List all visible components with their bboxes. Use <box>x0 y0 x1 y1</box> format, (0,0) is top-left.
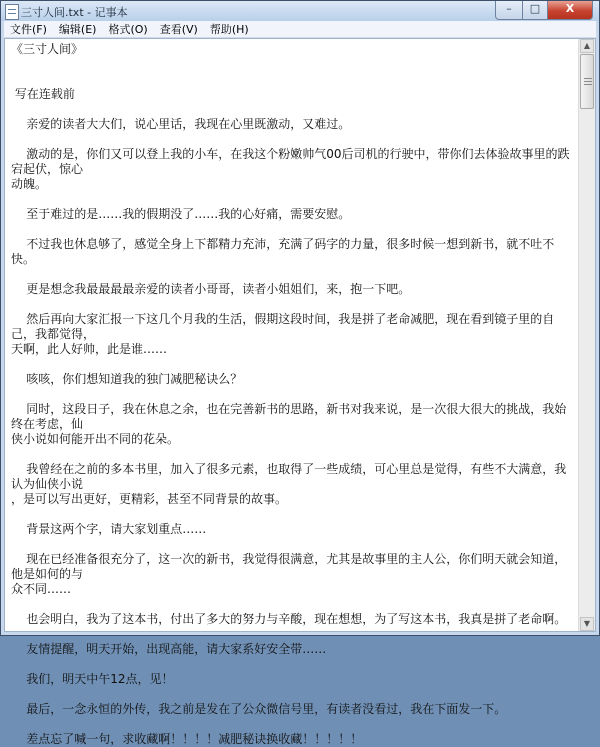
text-line: 现在已经准备很充分了，这一次的新书，我觉得很满意，尤其是故事里的主人公，你们明天就会知道，他是如何的与 <box>11 552 567 581</box>
text-line: 最后，一念永恒的外传，我之前是发在了公众微信号里，有读者没看过，我在下面发一下。 <box>11 702 507 716</box>
text-line <box>11 657 577 672</box>
text-line: 背景这两个字，请大家划重点…… <box>11 522 207 536</box>
text-line: 我们，明天中午12点，见！ <box>11 672 174 686</box>
menu-edit[interactable]: 编辑(E) <box>58 23 97 36</box>
menu-view[interactable]: 查看(V) <box>159 23 198 36</box>
thumb-grip-line <box>584 78 592 79</box>
menu-format[interactable]: 格式(O) <box>108 23 148 36</box>
text-line <box>11 627 577 642</box>
text-line: 不过我也休息够了，感觉全身上下都精力充沛，充满了码字的力量，很多时候一想到新书，就不吐不快。 <box>11 237 555 266</box>
text-line: 动魄。 <box>11 177 48 191</box>
text-line: 众不同…… <box>11 582 72 596</box>
text-line: 友情提醒，明天开始，出现高能，请大家系好安全带…… <box>11 642 327 656</box>
text-line <box>11 102 577 117</box>
text-line: 差点忘了喊一句，求收藏啊！！！！减肥秘诀换收藏！！！！！ <box>11 732 363 746</box>
text-line: 同时，这段日子，我在休息之余，也在完善新书的思路，新书对我来说，是一次很大很大的挑战，我始终在考虑，仙 <box>11 402 567 431</box>
text-line: ，是可以写出更好，更精彩，甚至不同背景的故事。 <box>11 492 288 506</box>
vertical-scrollbar[interactable] <box>578 39 595 631</box>
text-line <box>11 57 577 72</box>
text-line <box>11 597 577 612</box>
text-line: 更是想念我最最最最亲爱的读者小哥哥，读者小姐姐们，来，抱一下吧。 <box>11 282 411 296</box>
text-line: 天啊，此人好帅，此是谁…… <box>11 342 168 356</box>
text-line: 咳咳，你们想知道我的独门减肥秘诀么？ <box>11 372 243 386</box>
text-line: 侠小说如何能开出不同的花朵。 <box>11 432 180 446</box>
text-line <box>11 717 577 732</box>
text-line: 也会明白，我为了这本书，付出了多大的努力与辛酸，现在想想，为了写这本书，我真是拼了老命啊。 <box>11 612 567 626</box>
text-line: 亲爱的读者大大们，说心里话，我现在心里既激动，又难过。 <box>11 117 351 131</box>
text-line <box>11 537 577 552</box>
maximize-button[interactable]: □ <box>523 1 548 20</box>
text-line: 激动的是，你们又可以登上我的小车，在我这个粉嫩帅气00后司机的行驶中，带你们去体验故事里的跌宕起伏，惊心 <box>11 147 570 176</box>
menu-help[interactable]: 帮助(H) <box>209 23 249 36</box>
text-line <box>11 132 577 147</box>
text-line: 至于难过的是……我的假期没了……我的心好痛，需要安慰。 <box>11 207 351 221</box>
title-bar[interactable] <box>1 1 599 21</box>
close-button[interactable]: X <box>548 1 593 20</box>
text-line <box>11 357 577 372</box>
text-line: 然后再向大家汇报一下这几个月我的生活，假期这段时间，我是拼了老命减肥，现在看到镜子里的自己，我都觉得， <box>11 312 555 341</box>
text-line <box>11 687 577 702</box>
text-line <box>11 447 577 462</box>
text-line <box>11 72 577 87</box>
text-line <box>11 297 577 312</box>
text-line <box>11 222 577 237</box>
minimize-button[interactable]: – <box>495 1 523 20</box>
scroll-up-arrow-icon[interactable]: ▲ <box>580 39 594 53</box>
text-line: 我曾经在之前的多本书里，加入了很多元素，也取得了一些成绩，可心里总是觉得，有些不大满意，我认为仙侠小说 <box>11 462 567 491</box>
notepad-icon <box>5 4 19 20</box>
thumb-grip-line <box>584 81 592 82</box>
text-line <box>11 507 577 522</box>
scrollbar-thumb[interactable] <box>580 54 594 109</box>
text-line <box>11 192 577 207</box>
menu-bar <box>4 21 596 38</box>
document-text[interactable] <box>11 42 577 746</box>
text-line: 写在连载前 <box>11 87 75 101</box>
window-controls <box>495 1 593 19</box>
window-title: 三寸人间.txt - 记事本 <box>21 6 128 19</box>
thumb-grip-line <box>584 84 592 85</box>
text-line: 《三寸人间》 <box>11 42 84 56</box>
menu-file[interactable]: 文件(F) <box>10 23 47 36</box>
scroll-down-arrow-icon[interactable]: ▼ <box>580 617 594 631</box>
text-editor[interactable] <box>4 38 596 746</box>
text-line <box>11 267 577 282</box>
text-line <box>11 387 577 402</box>
